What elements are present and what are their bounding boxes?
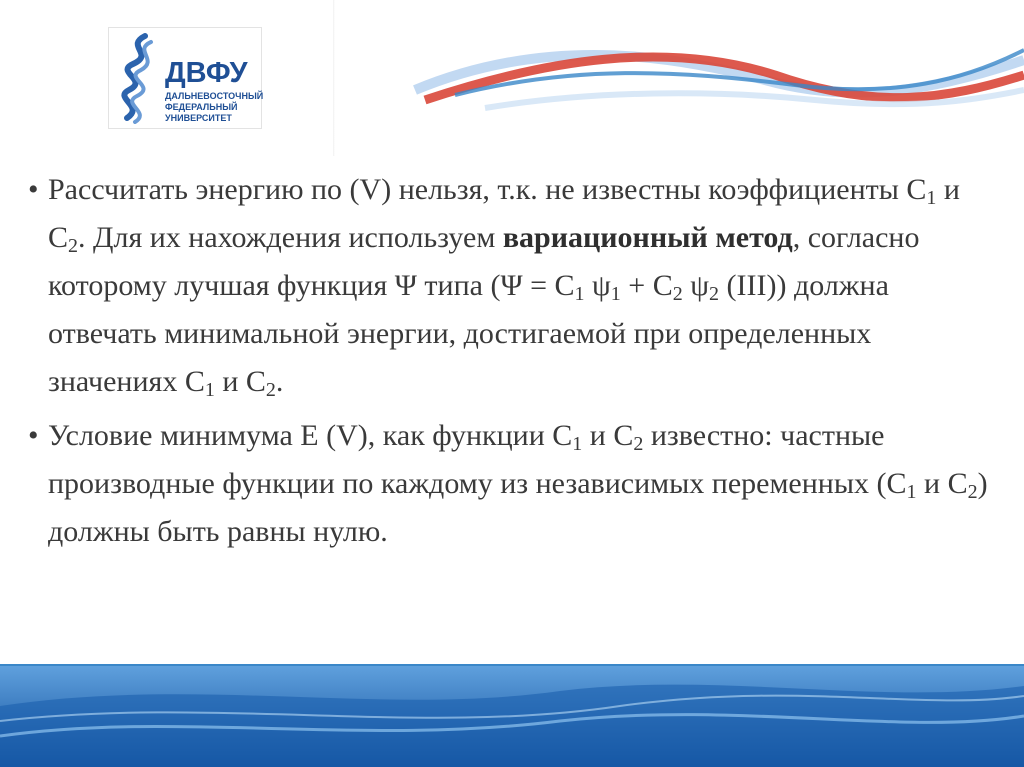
subscript: 2 — [633, 433, 644, 455]
subscript: 2 — [68, 235, 79, 257]
subscript: 2 — [967, 481, 978, 503]
dna-helix-icon — [115, 32, 163, 124]
bullet-1-text: ψ — [584, 269, 611, 302]
bullet-1-text: , согласно которому лучшая функция Ψ типа (Ψ = С — [48, 221, 920, 302]
logo-line-3: УНИВЕРСИТЕТ — [165, 113, 232, 123]
logo-line-1: ДАЛЬНЕВОСТОЧНЫЙ — [165, 91, 264, 101]
bullet-2-text: и С — [582, 419, 634, 452]
subscript: 1 — [926, 187, 937, 209]
bullet-2 — [24, 412, 999, 556]
subscript: 1 — [574, 283, 585, 305]
bullet-2-text: Условие минимума Е (V), как функции С — [48, 419, 573, 452]
subscript: 2 — [265, 379, 276, 401]
logo-line-2: ФЕДЕРАЛЬНЫЙ — [165, 102, 238, 112]
subscript: 1 — [572, 433, 583, 455]
bullet-1-text: (III)) должна отвечать минимальной энергии, достигаемой при определенных значениях С — [48, 269, 889, 398]
slide-content — [24, 166, 999, 562]
logo-abbreviation: ДВФУ — [165, 57, 248, 89]
logo-university-name — [165, 91, 264, 124]
bullet-1-text: ψ — [682, 269, 710, 302]
bullet-1-text: . — [275, 365, 284, 398]
bullet-1-text: . Для их нахождения используем — [78, 221, 503, 254]
bullet-1-text: Рассчитать энергию по (V) нельзя, т.к. не известны коэффициенты С — [48, 173, 927, 206]
bullet-1-text: и С — [214, 365, 266, 398]
bullet-2-text: известно: частные производные функции по каждому из независимых переменных (С — [48, 419, 907, 500]
bullet-2-text: ) должны быть равны нулю. — [48, 467, 988, 548]
header-wave-decoration — [335, 20, 1024, 140]
bullet-2-text: и С — [916, 467, 968, 500]
subscript: 1 — [906, 481, 917, 503]
bullet-1-text: + С — [620, 269, 673, 302]
bold-term: вариационный метод — [502, 221, 793, 254]
subscript: 1 — [610, 283, 621, 305]
bullet-1-text: и С — [48, 173, 960, 254]
bullet-1 — [24, 166, 999, 406]
footer-wave-decoration — [0, 666, 1024, 767]
university-logo — [108, 27, 262, 129]
subscript: 2 — [709, 283, 720, 305]
bullet-marker: • — [28, 173, 39, 206]
subscript: 2 — [672, 283, 683, 305]
bullet-marker: • — [28, 419, 39, 452]
subscript: 1 — [204, 379, 215, 401]
